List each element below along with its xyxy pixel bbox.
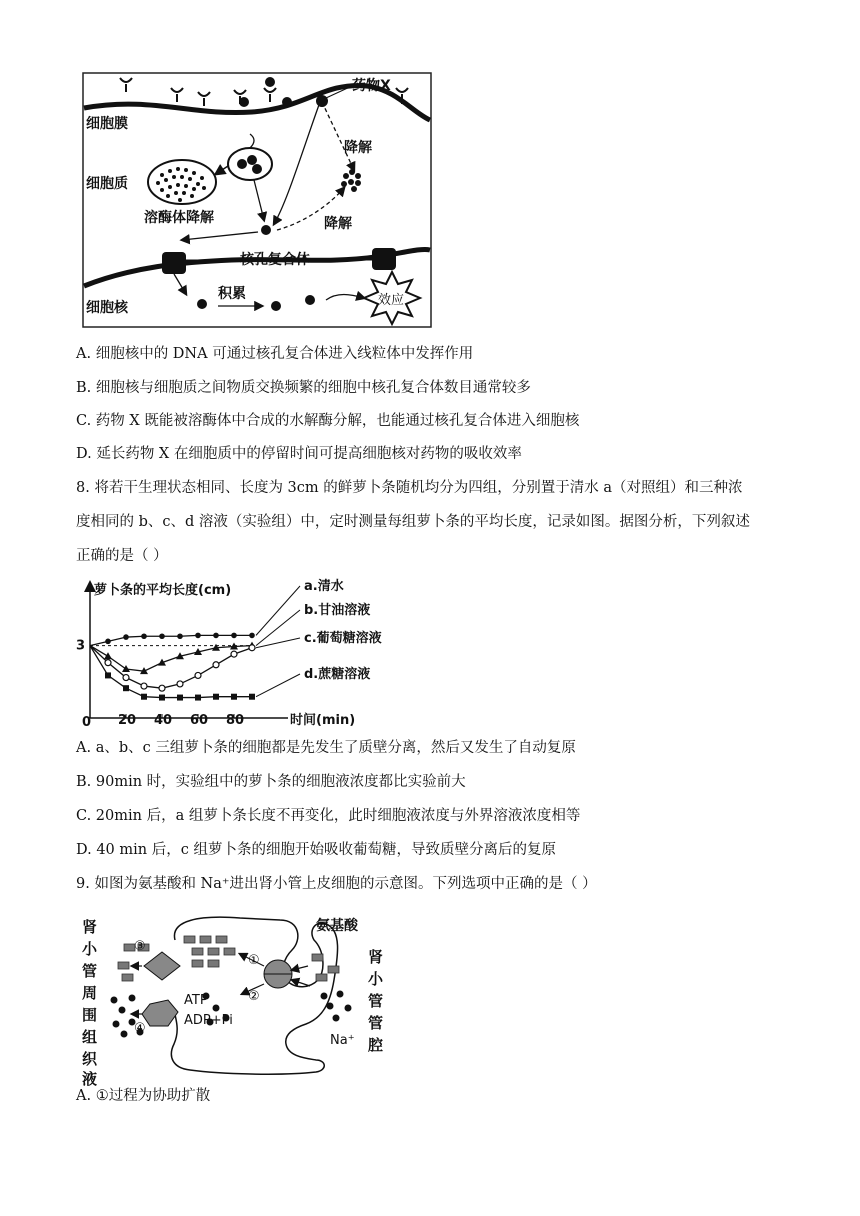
series-point-3 bbox=[159, 695, 165, 701]
q8-stem-line-3: 正确的是（ ） bbox=[76, 548, 168, 564]
series-point-3 bbox=[231, 694, 237, 700]
chart-x-label: 时间(min) bbox=[290, 713, 356, 728]
label-na: Na⁺ bbox=[330, 1033, 355, 1048]
series-point-2 bbox=[105, 660, 111, 666]
label-adp: ADP+Pi bbox=[184, 1013, 233, 1028]
q7-option-d: D. 延长药物 X 在细胞质中的停留时间可提高细胞核对药物的吸收效率 bbox=[76, 446, 522, 462]
legend-leader-2 bbox=[256, 638, 300, 648]
q8-stem-line-1: 8. 将若干生理状态相同、长度为 3cm 的鲜萝卜条随机均分为四组，分别置于清水 a（对照组）和三种浓 bbox=[76, 480, 743, 496]
carrier-3-diamond bbox=[144, 952, 180, 980]
series-point-3 bbox=[141, 694, 147, 700]
q8-option-d: D. 40 min 后，c 组萝卜条的细胞开始吸收葡萄糖，导致质壁分离后的复原 bbox=[76, 842, 556, 858]
q8-option-c: C. 20min 后，a 组萝卜条长度不再变化，此时细胞液浓度与外界溶液浓度相等 bbox=[76, 808, 581, 824]
label-lysosome-degrade: 溶酶体降解 bbox=[144, 210, 214, 226]
label-atp: ATP bbox=[184, 993, 208, 1008]
q9-option-a: A. ①过程为协助扩散 bbox=[76, 1088, 211, 1104]
series-point-3 bbox=[195, 695, 201, 701]
series-point-2 bbox=[123, 675, 129, 681]
q8-option-a: A. a、b、c 三组萝卜条的细胞都是先发生了质壁分离，然后又发生了自动复原 bbox=[76, 740, 576, 756]
legend-entry-2: c.葡萄糖溶液 bbox=[304, 631, 382, 646]
series-point-2 bbox=[195, 672, 201, 678]
q7-option-a: A. 细胞核中的 DNA 可通过核孔复合体进入线粒体中发挥作用 bbox=[76, 346, 474, 362]
series-point-2 bbox=[177, 681, 183, 687]
label-amino-acid: 氨基酸 bbox=[316, 918, 358, 934]
series-point-2 bbox=[249, 645, 255, 651]
series-point-2 bbox=[159, 685, 165, 691]
y-tick-label: 3 bbox=[76, 638, 86, 654]
label-npc: 核孔复合体 bbox=[240, 252, 310, 268]
left-label-char-2: 管 bbox=[82, 962, 98, 980]
q9-stem: 9. 如图为氨基酸和 Na⁺进出肾小管上皮细胞的示意图。下列选项中正确的是（ ） bbox=[76, 876, 597, 892]
x-tick-label: 80 bbox=[226, 713, 245, 728]
series-point-3 bbox=[249, 694, 255, 700]
label-membrane: 细胞膜 bbox=[86, 116, 128, 132]
series-point-1 bbox=[122, 665, 130, 672]
series-point-0 bbox=[141, 633, 147, 639]
label-degrade-top: 降解 bbox=[344, 140, 372, 156]
label-drug-x: 药物X bbox=[352, 78, 391, 94]
nuclear-pore-right bbox=[372, 248, 396, 270]
right-label-char-0: 肾 bbox=[368, 948, 384, 966]
series-point-0 bbox=[249, 633, 255, 639]
label-4: ④ bbox=[134, 1021, 146, 1036]
series-point-3 bbox=[213, 694, 219, 700]
chart-origin-label: 0 bbox=[82, 715, 92, 728]
atpase-4-hexagon bbox=[142, 1000, 178, 1026]
label-3: ③ bbox=[134, 939, 146, 954]
label-2: ② bbox=[248, 989, 260, 1004]
left-label-char-1: 小 bbox=[82, 940, 98, 958]
label-1: ① bbox=[248, 953, 260, 968]
right-label-char-1: 小 bbox=[368, 970, 384, 988]
series-line-3 bbox=[90, 646, 252, 698]
legend-entry-3: d.蔗糖溶液 bbox=[304, 667, 371, 682]
chart-y-label: 萝卜条的平均长度(cm) bbox=[94, 583, 232, 598]
left-label-char-4: 围 bbox=[82, 1006, 98, 1024]
legend-entry-1: b.甘油溶液 bbox=[304, 603, 371, 618]
label-degrade-mid: 降解 bbox=[324, 216, 352, 232]
label-cytoplasm: 细胞质 bbox=[86, 176, 128, 192]
x-tick-label: 40 bbox=[154, 713, 173, 728]
lysosome bbox=[148, 160, 216, 204]
legend-leader-3 bbox=[256, 674, 300, 697]
label-effect: 效应 bbox=[378, 293, 405, 308]
series-point-0 bbox=[231, 633, 237, 639]
series-line-0 bbox=[90, 635, 252, 645]
right-label-char-2: 管 bbox=[368, 992, 384, 1010]
right-label-char-4: 腔 bbox=[368, 1036, 384, 1054]
series-point-2 bbox=[213, 662, 219, 668]
q7-option-b: B. 细胞核与细胞质之间物质交换频繁的细胞中核孔复合体数目通常较多 bbox=[76, 380, 531, 396]
drug-x-cell-diagram bbox=[82, 72, 432, 328]
drug-in-cytoplasm bbox=[261, 225, 271, 235]
series-line-2 bbox=[90, 646, 252, 689]
left-label-char-3: 周 bbox=[82, 984, 98, 1002]
series-point-0 bbox=[177, 633, 183, 639]
nuclear-pore-left bbox=[162, 252, 186, 274]
series-point-0 bbox=[195, 633, 201, 639]
q8-stem-line-2: 度相同的 b、c、d 溶液（实验组）中，定时测量每组萝卜条的平均长度，记录如图。据图分析，下列叙述 bbox=[76, 514, 750, 530]
q8-option-b: B. 90min 时，实验组中的萝卜条的细胞液浓度都比实验前大 bbox=[76, 774, 466, 790]
q7-option-c: C. 药物 X 既能被溶酶体中合成的水解酶分解，也能通过核孔复合体进入细胞核 bbox=[76, 413, 580, 429]
series-point-1 bbox=[104, 652, 112, 659]
series-point-3 bbox=[123, 685, 129, 691]
series-point-2 bbox=[141, 683, 147, 689]
left-label-char-6: 织 bbox=[82, 1050, 98, 1068]
series-point-2 bbox=[231, 651, 237, 657]
label-accumulate: 积累 bbox=[218, 286, 246, 302]
effect-starburst bbox=[364, 272, 420, 324]
series-point-0 bbox=[159, 633, 165, 639]
legend-entry-0: a.清水 bbox=[304, 579, 344, 594]
label-nucleus: 细胞核 bbox=[86, 300, 128, 316]
left-label-char-5: 组 bbox=[82, 1028, 98, 1046]
series-point-3 bbox=[105, 672, 111, 678]
radish-length-chart bbox=[76, 578, 402, 728]
series-point-0 bbox=[213, 633, 219, 639]
series-point-3 bbox=[177, 695, 183, 701]
x-tick-label: 60 bbox=[190, 713, 209, 728]
right-label-char-3: 管 bbox=[368, 1014, 384, 1032]
series-point-0 bbox=[105, 639, 111, 645]
left-label-char-0: 肾 bbox=[82, 918, 98, 936]
x-tick-label: 20 bbox=[118, 713, 137, 728]
series-point-0 bbox=[123, 634, 129, 640]
svg-text:液: 液 bbox=[82, 1070, 98, 1088]
kidney-tubule-diagram bbox=[80, 910, 390, 1080]
amino-acid-particles bbox=[118, 936, 339, 981]
